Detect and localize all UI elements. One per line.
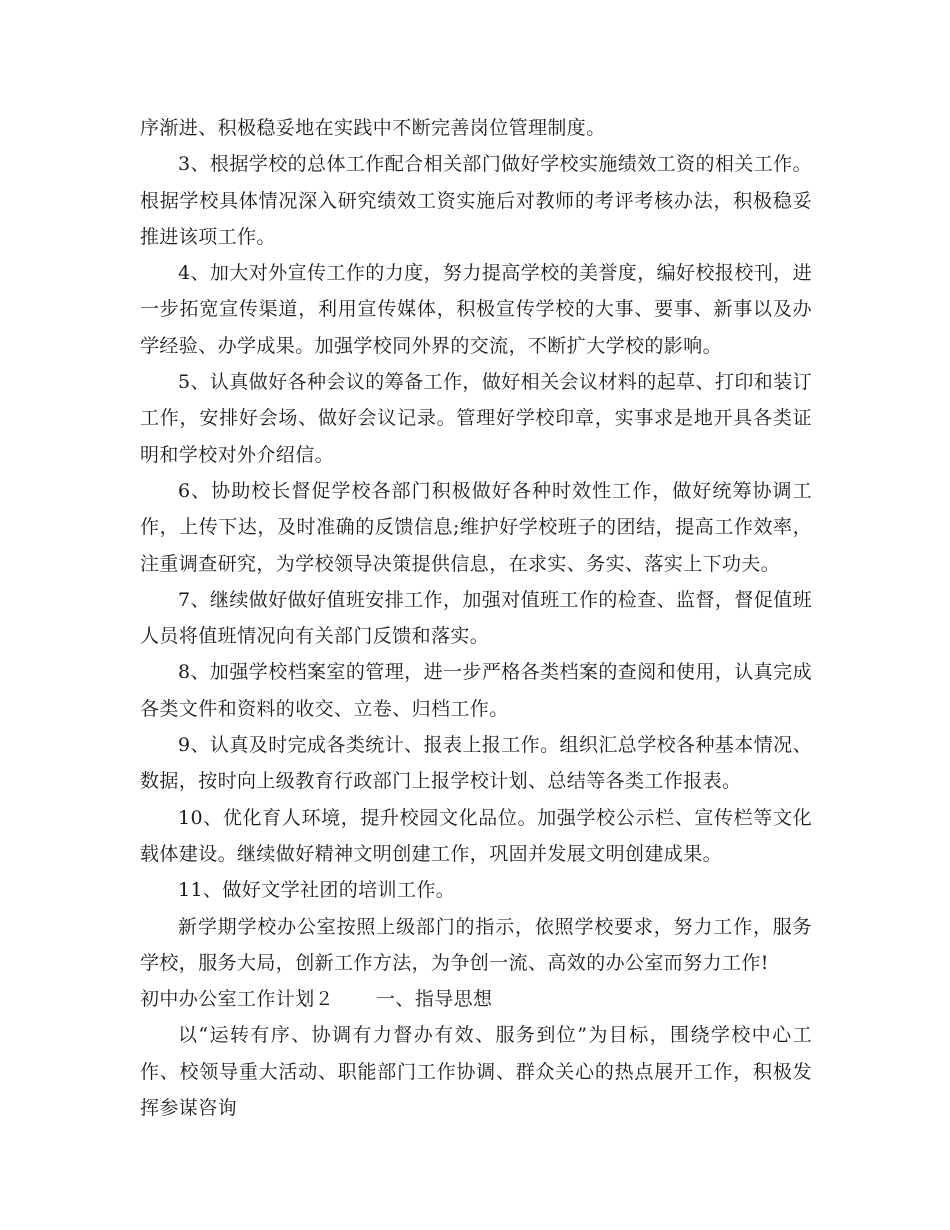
paragraph: 8、加强学校档案室的管理，进一步严格各类档案的查阅和使用，认真完成各类文件和资料的收交、立卷、归档工作。 (140, 661, 812, 720)
paragraph: 5、认真做好各种会议的筹备工作，做好相关会议材料的起草、打印和装订工作，安排好会场、做好会议记录。管理好学校印章，实事求是地开具各类证明和学校对外介绍信。 (140, 371, 812, 466)
paragraph: 11、做好文学社团的培训工作。 (178, 879, 456, 902)
paragraph: 7、继续做好做好值班安排工作，加强对值班工作的检查、监督，督促值班人员将值班情况向有关部门反馈和落实。 (140, 588, 812, 648)
paragraph: 3、根据学校的总体工作配合相关部门做好学校实施绩效工资的相关工作。根据学校具体情况深入研究绩效工资实施后对教师的考评考核办法，积极稳妥推进该项工作。 (140, 153, 812, 248)
paragraph: 6、协助校长督促学校各部门积极做好各种时效性工作，做好统筹协调工作，上传下达，及时准确的反馈信息;维护好学校班子的团结，提高工作效率，注重调查研究，为学校领导决策提供信息，在求实、务实、落实上下功夫。 (140, 479, 812, 575)
paragraph: 以“运转有序、协调有力督办有效、服务到位”为目标，围绕学校中心工作、校领导重大活动、职能部门工作协调、群众关心的热点展开工作，积极发挥参谋咨询 (140, 1024, 812, 1120)
document-body (140, 110, 812, 1126)
paragraph: 序渐进、积极稳妥地在实践中不断完善岗位管理制度。 (140, 117, 606, 139)
paragraph: 10、优化育人环境，提升校园文化品位。加强学校公示栏、宣传栏等文化载体建设。继续做好精神文明创建工作，巩固并发展文明创建成果。 (140, 806, 812, 865)
paragraph: 新学期学校办公室按照上级部门的指示，依照学校要求，努力工作，服务学校，服务大局，创新工作方法，为争创一流、高效的办公室而努力工作! (140, 915, 812, 974)
paragraph: 9、认真及时完成各类统计、报表上报工作。组织汇总学校各种基本情况、数据，按时向上级教育行政部门上报学校计划、总结等各类工作报表。 (140, 734, 812, 793)
paragraph: 4、加大对外宣传工作的力度，努力提高学校的美誉度，编好校报校刊，进一步拓宽宣传渠道，利用宣传媒体，积极宣传学校的大事、要事、新事以及办学经验、办学成果。加强学校同外界的交流，不断扩大学校的影响。 (140, 262, 812, 357)
section-title: 一、指导思想 (376, 988, 493, 1011)
document-title: 初中办公室工作计划２ (140, 988, 335, 1011)
section-heading (140, 981, 812, 1017)
